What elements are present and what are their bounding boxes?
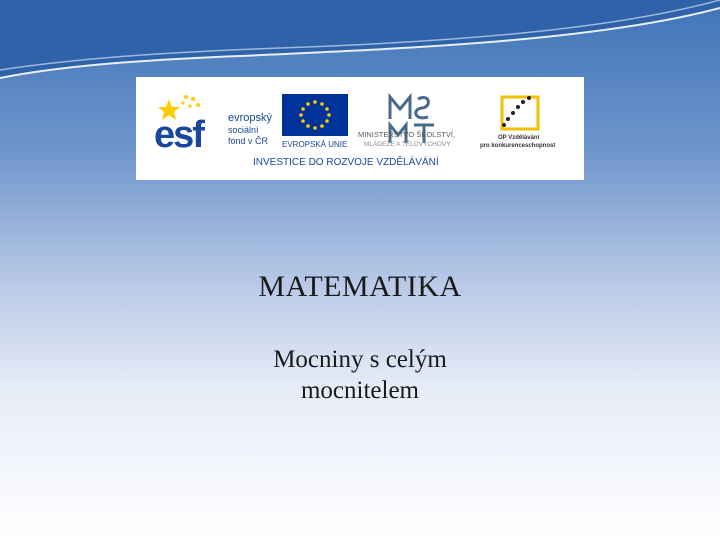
op-line1: OP Vzdělávání	[498, 135, 540, 141]
eu-caption: EVROPSKÁ UNIE	[282, 140, 348, 149]
esf-line3: fond v ČR	[228, 136, 269, 146]
op-square-icon	[502, 97, 538, 129]
op-line2: pro konkurenceschopnost	[480, 143, 556, 149]
subtitle-line-2: mocnitelem	[300, 377, 420, 404]
op-logo	[480, 96, 555, 149]
msmt-line2: MLÁDEŽE A TĚLOVÝCHOVY	[364, 141, 451, 148]
investice-slogan: INVESTICE DO ROZVOJE VZDĚLÁVÁNÍ	[253, 157, 439, 168]
esf-line1: evropský	[228, 112, 273, 124]
eu-logo	[282, 94, 348, 149]
esf-logo	[154, 95, 273, 156]
msmt-line1: MINISTERSTVO ŠKOLSTVÍ,	[358, 130, 456, 139]
slide-title: MATEMATIKA	[258, 270, 462, 303]
msmt-logo	[358, 97, 455, 148]
esf-line2: sociální	[228, 125, 259, 135]
subtitle-line-1: Mocniny s celým	[273, 346, 447, 373]
esf-wordmark: esf	[154, 114, 203, 156]
logo-banner	[136, 77, 584, 180]
slide-subtitle	[0, 344, 720, 406]
